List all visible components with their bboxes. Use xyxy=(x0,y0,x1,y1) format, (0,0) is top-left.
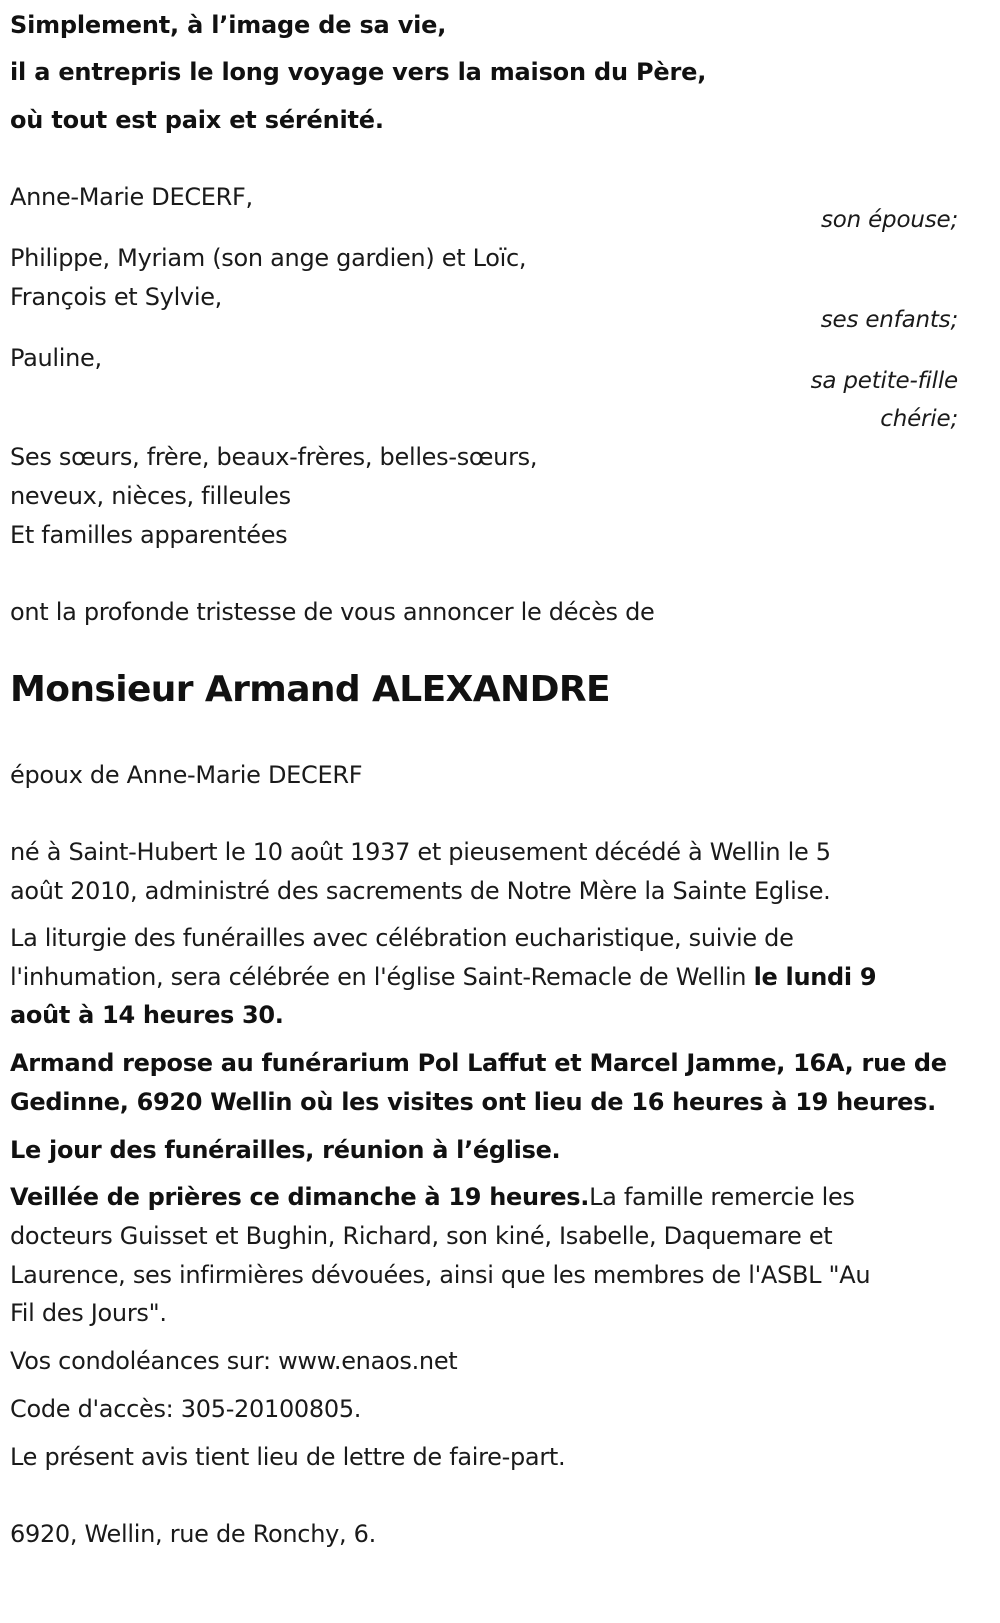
liturgy-line-2-text: l'inhumation, sera célébrée en l'église Saint-Remacle de Wellin xyxy=(10,963,754,991)
funerarium-line-1: Armand repose au funérarium Pol Laffut et Marcel Jamme, 16A, rue de xyxy=(10,1049,947,1077)
family-others-line-3: Et familles apparentées xyxy=(10,521,288,549)
funerarium-line-2: Gedinne, 6920 Wellin où les visites ont lieu de 16 heures à 19 heures. xyxy=(10,1088,936,1116)
family-granddaughter-relation-1: sa petite-fille xyxy=(810,368,958,394)
vigil-text: Veillée de prières ce dimanche à 19 heures. xyxy=(10,1183,590,1211)
vigil-thanks-line-1 xyxy=(10,1182,855,1212)
liturgy-line-2 xyxy=(10,962,876,992)
liturgy-date-bold: le lundi 9 xyxy=(753,963,877,991)
intro-line-1: Simplement, à l’image de sa vie, xyxy=(10,11,447,39)
birth-death-line-1: né à Saint-Hubert le 10 août 1937 et pieusement décédé à Wellin le 5 xyxy=(10,838,831,866)
thanks-line-3: Laurence, ses infirmières dévouées, ainsi que les membres de l'ASBL "Au xyxy=(10,1261,871,1289)
meeting-text: Le jour des funérailles, réunion à l’église. xyxy=(10,1136,561,1164)
family-granddaughter-relation-2: chérie; xyxy=(880,406,958,432)
announcement-text: ont la profonde tristesse de vous annoncer le décès de xyxy=(10,598,655,626)
family-children-name-2: François et Sylvie, xyxy=(10,283,222,311)
thanks-line-2: docteurs Guisset et Bughin, Richard, son kiné, Isabelle, Daquemare et xyxy=(10,1222,833,1250)
family-children-name-1: Philippe, Myriam (son ange gardien) et Loïc, xyxy=(10,244,527,272)
family-spouse-name: Anne-Marie DECERF, xyxy=(10,183,253,211)
access-code-text: Code d'accès: 305-20100805. xyxy=(10,1395,362,1423)
intro-line-2: il a entrepris le long voyage vers la maison du Père, xyxy=(10,58,707,86)
family-others-line-1: Ses sœurs, frère, beaux-frères, belles-sœurs, xyxy=(10,443,538,471)
thanks-line-4: Fil des Jours". xyxy=(10,1299,167,1327)
address-text: 6920, Wellin, rue de Ronchy, 6. xyxy=(10,1520,376,1548)
condolences-text: Vos condoléances sur: www.enaos.net xyxy=(10,1347,458,1375)
intro-line-3: où tout est paix et sérénité. xyxy=(10,106,384,134)
family-spouse-relation: son épouse; xyxy=(820,207,958,233)
liturgy-time-bold: août à 14 heures 30. xyxy=(10,1001,284,1029)
family-granddaughter-name: Pauline, xyxy=(10,344,102,372)
liturgy-line-1: La liturgie des funérailles avec célébration eucharistique, suivie de xyxy=(10,924,794,952)
deceased-spouse-line: époux de Anne-Marie DECERF xyxy=(10,761,363,789)
family-children-relation: ses enfants; xyxy=(820,307,958,333)
deceased-name: Monsieur Armand ALEXANDRE xyxy=(10,669,610,710)
notice-text: Le présent avis tient lieu de lettre de faire-part. xyxy=(10,1443,566,1471)
birth-death-line-2: août 2010, administré des sacrements de Notre Mère la Sainte Eglise. xyxy=(10,877,831,905)
thanks-text-start: La famille remercie les xyxy=(589,1183,855,1211)
family-others-line-2: neveux, nièces, filleules xyxy=(10,482,291,510)
